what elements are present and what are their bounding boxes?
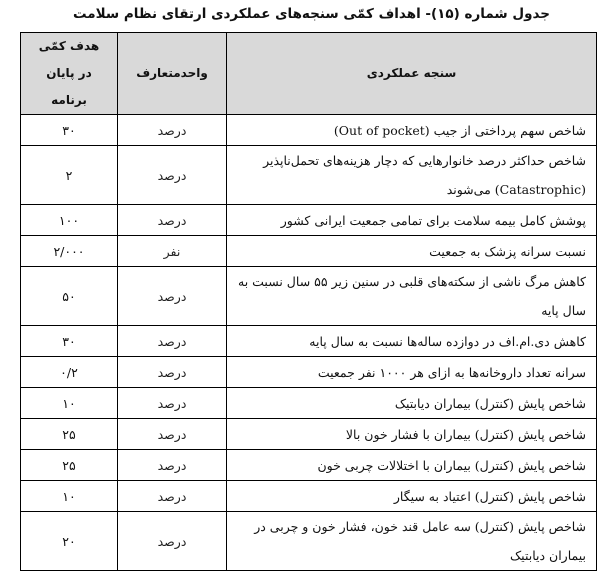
header-metric: سنجه عملکردی — [227, 33, 597, 115]
target-cell: ۲ — [21, 146, 118, 205]
metric-cell: شاخص پایش (کنترل) سه عامل قند خون، فشار خون و چربی در بیماران دیابتیک — [227, 512, 597, 571]
unit-cell: درصد — [118, 388, 227, 419]
target-cell: ۲۵ — [21, 419, 118, 450]
unit-cell: درصد — [118, 512, 227, 571]
header-unit: واحدمتعارف — [118, 33, 227, 115]
unit-cell: درصد — [118, 326, 227, 357]
unit-cell: درصد — [118, 115, 227, 146]
table-row — [21, 512, 597, 571]
table-row — [21, 326, 597, 357]
target-cell: ۱۰۰ — [21, 205, 118, 236]
target-cell: ۱۰ — [21, 388, 118, 419]
target-cell: ۲۵ — [21, 450, 118, 481]
table-row — [21, 388, 597, 419]
metric-cell: کاهش دی.ام.اف در دوازده ساله‌ها نسبت به سال پایه — [227, 326, 597, 357]
metric-cell: شاخص پایش (کنترل) بیماران با فشار خون بالا — [227, 419, 597, 450]
table-row — [21, 450, 597, 481]
metric-cell: شاخص پایش (کنترل) بیماران با اختلالات چربی خون — [227, 450, 597, 481]
target-cell: ۲/۰۰۰ — [21, 236, 118, 267]
unit-cell: درصد — [118, 419, 227, 450]
unit-cell: درصد — [118, 481, 227, 512]
metric-cell: شاخص پایش (کنترل) بیماران دیابتیک — [227, 388, 597, 419]
metric-cell: نسبت سرانه پزشک به جمعیت — [227, 236, 597, 267]
target-cell: ۵۰ — [21, 267, 118, 326]
unit-cell: درصد — [118, 205, 227, 236]
header-target: هدف کمّی در پایان برنامه — [21, 33, 118, 115]
table-row — [21, 419, 597, 450]
unit-cell: درصد — [118, 146, 227, 205]
target-cell: ۰/۲ — [21, 357, 118, 388]
metric-cell: شاخص پایش (کنترل) اعتیاد به سیگار — [227, 481, 597, 512]
table-row — [21, 481, 597, 512]
target-cell: ۲۰ — [21, 512, 118, 571]
table-row — [21, 146, 597, 205]
metric-cell: پوشش کامل بیمه سلامت برای تمامی جمعیت ایرانی کشور — [227, 205, 597, 236]
table-caption: جدول شماره (۱۵)- اهداف کمّی سنجه‌های عملکردی ارتقای نظام سلامت — [73, 6, 550, 22]
table-header-row — [21, 33, 597, 115]
metric-cell: شاخص حداکثر درصد خانوارهایی که دچار هزینه‌های تحمل‌ناپذیر (Catastrophic) می‌شوند — [227, 146, 597, 205]
target-cell: ۳۰ — [21, 326, 118, 357]
metric-cell: کاهش مرگ ناشی از سکته‌های قلبی در سنین زیر ۵۵ سال نسبت به سال پایه — [227, 267, 597, 326]
metric-cell: شاخص سهم پرداختی از جیب (Out of pocket) — [227, 115, 597, 146]
unit-cell: درصد — [118, 267, 227, 326]
table-row — [21, 267, 597, 326]
metric-cell: سرانه تعداد داروخانه‌ها به ازای هر ۱۰۰۰ نفر جمعیت — [227, 357, 597, 388]
target-cell: ۱۰ — [21, 481, 118, 512]
target-cell: ۳۰ — [21, 115, 118, 146]
performance-metrics-table — [20, 32, 597, 571]
table-row — [21, 236, 597, 267]
unit-cell: نفر — [118, 236, 227, 267]
unit-cell: درصد — [118, 357, 227, 388]
table-row — [21, 205, 597, 236]
table-row — [21, 357, 597, 388]
table-row — [21, 115, 597, 146]
unit-cell: درصد — [118, 450, 227, 481]
